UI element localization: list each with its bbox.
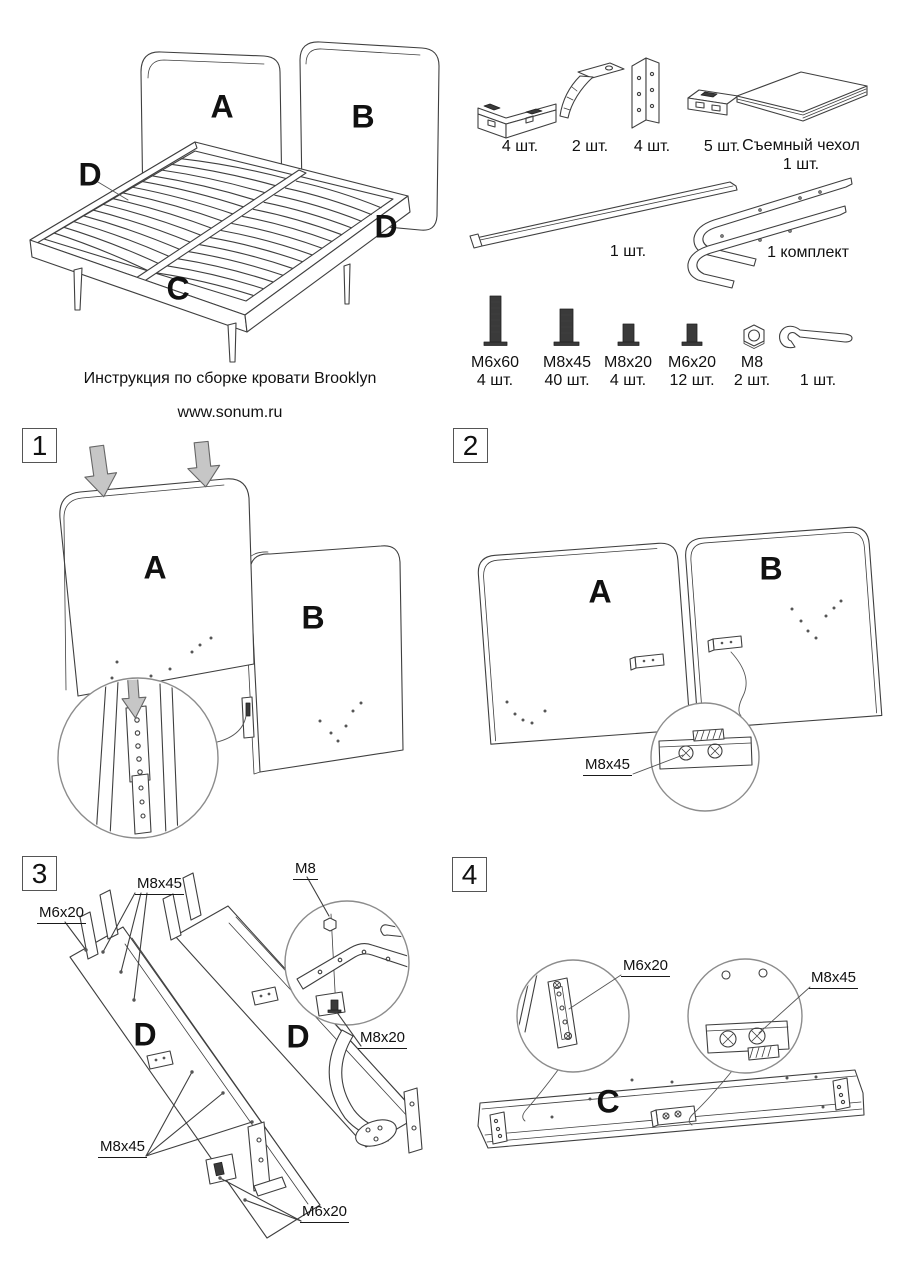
step4-label-c: C [596,1083,620,1120]
wrench-qty: 1 шт. [799,372,837,389]
step2-number: 2 [453,428,488,463]
overview-label-d-right: D [374,208,398,245]
nut-m8-icon [324,918,336,931]
step2-drawing [455,480,900,825]
angle-bracket-icon [632,58,659,128]
wrench-icon [780,326,852,347]
removable-cover-icon [737,72,867,121]
overview-label-a: A [210,88,234,125]
hardware-qty-m6x20: 12 шт. [669,372,715,389]
leg-icon [560,63,624,118]
center-rail-qty: 1 шт. [609,243,647,260]
hardware-name-m8x20: M8x20 [603,354,653,371]
hardware-name-m6x20: M6x20 [667,354,717,371]
step1-magnifier-detail [58,675,218,838]
step3-magnifier-detail [285,901,416,1025]
step2-magnifier-detail [651,703,759,811]
step3-callout-m6x20-bottom: M6x20 [300,1204,349,1223]
step3-number: 3 [22,856,57,891]
step3-callout-m8x45-top: M8x45 [135,876,184,895]
hardware-name-m6x60: M6x60 [470,354,520,371]
step1-panel-a-drawing [60,479,254,696]
bolt-m6x60-icon [484,296,507,346]
step4-callout-m8x45: M8x45 [809,970,858,989]
step4-right-magnifier-detail [688,959,802,1073]
step3-label-d-right: D [286,1018,310,1055]
bolt-m8x20-icon [331,1000,338,1011]
overview-label-c: C [166,270,190,307]
leg-frame-qty: 1 комплект [767,244,849,261]
bed-leg-drawing [228,323,236,362]
step2-label-b: B [759,550,783,587]
step2-label-a: A [588,573,612,610]
hardware-qty-m6x60: 4 шт. [476,372,514,389]
bolt-m8x20-icon [618,324,639,346]
website-url: www.sonum.ru [177,404,283,421]
step3-callout-m8x20: M8x20 [358,1030,407,1049]
nut-m8-icon [744,325,764,349]
step3-callout-m8: M8 [293,861,318,880]
step1-number: 1 [22,428,57,463]
bolt-m8x45-icon [554,309,579,346]
cover-name: Съемный чехол [742,137,860,154]
step2-callout-m8x45: M8x45 [583,757,632,776]
step3-callout-m8x45-bottom: M8x45 [98,1139,147,1158]
step4-drawing [460,930,900,1180]
hardware-name-m8: M8 [740,354,764,371]
hardware-qty-m8x20: 4 шт. [609,372,647,389]
bed-leg-drawing [344,264,350,304]
step1-label-a: A [143,549,167,586]
step4-left-magnifier-detail [517,960,629,1072]
angle-bracket-qty: 4 шт. [633,138,671,155]
cover-qty: 1 шт. [782,156,820,173]
step1-panel-b-drawing [242,546,403,774]
step4-footboard-drawing [478,1070,864,1148]
leg-qty: 2 шт. [571,138,609,155]
parts-list-drawing [460,50,900,350]
overview-label-b: B [351,98,375,135]
step4-callout-m6x20: M6x20 [621,958,670,977]
step1-label-b: B [301,599,325,636]
document-title: Инструкция по сборке кровати Brooklyn [83,370,377,387]
corner-bracket-qty: 4 шт. [501,138,539,155]
overview-label-d-left: D [78,156,102,193]
corner-bracket-icon [478,104,556,138]
flat-bracket-qty: 5 шт. [703,138,741,155]
bolt-m6x20-icon [682,324,702,346]
flat-bracket-icon [688,90,738,115]
bed-leg-drawing [74,268,82,310]
step4-number: 4 [452,857,487,892]
hardware-qty-m8x45: 40 шт. [544,372,590,389]
step1-drawing [20,440,440,850]
hardware-name-m8x45: M8x45 [542,354,592,371]
step3-label-d-left: D [133,1016,157,1053]
hardware-qty-m8: 2 шт. [733,372,771,389]
step3-callout-m6x20-top: M6x20 [37,905,86,924]
